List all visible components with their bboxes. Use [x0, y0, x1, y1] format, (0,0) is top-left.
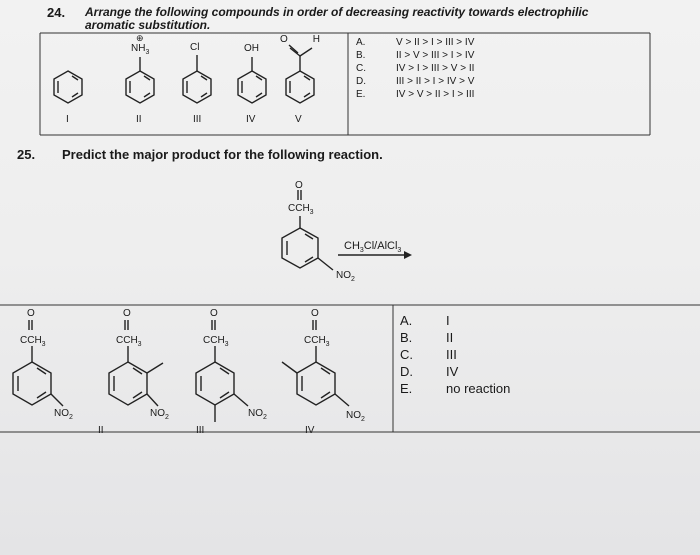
- option-letter: A.: [400, 313, 413, 328]
- product-IV-drawing: [282, 320, 349, 406]
- product-I-drawing: [13, 320, 63, 406]
- q25-starting-material: [282, 190, 333, 270]
- sm-carbonyl-oxygen: O: [295, 180, 303, 191]
- q24-question-line2: aromatic substitution.: [85, 18, 211, 32]
- q24-option-d[interactable]: [356, 76, 475, 88]
- product-II-drawing: [109, 320, 163, 406]
- option-letter: C.: [400, 347, 413, 362]
- product-I-acetyl: $CCH_3$: [20, 335, 46, 348]
- product-III-acetyl: $CCH_3$: [203, 335, 229, 348]
- option-text: III > II > I > IV > V: [396, 76, 475, 87]
- product-II-nitro: $NO_2$: [150, 408, 169, 421]
- option-letter: E.: [400, 381, 413, 396]
- q24-substituent-cl: Cl: [190, 42, 200, 53]
- product-II-oxygen: O: [123, 308, 131, 319]
- product-label-III: III: [196, 425, 205, 436]
- q24-label-IV: IV: [246, 114, 256, 125]
- product-I-nitro: $NO_2$: [54, 408, 73, 421]
- q24-compound-II: [126, 57, 154, 103]
- option-text: no reaction: [446, 381, 511, 396]
- option-letter: C.: [356, 63, 366, 74]
- q24-compound-V: [286, 45, 314, 103]
- q25-option-a[interactable]: [400, 313, 450, 329]
- q24-option-c[interactable]: [356, 63, 475, 75]
- q24-option-e[interactable]: [356, 89, 475, 101]
- q25-option-c[interactable]: [400, 347, 457, 363]
- q24-label-III: III: [193, 114, 202, 125]
- option-letter: E.: [356, 89, 366, 100]
- q24-option-a[interactable]: [356, 37, 475, 49]
- option-text: III: [446, 347, 457, 362]
- q24-positive-charge: ⊕: [136, 33, 144, 43]
- q24-option-b[interactable]: [356, 50, 475, 62]
- q24-substituent-nh3: $NH_3$: [131, 43, 150, 56]
- q24-compound-IV: [238, 57, 266, 103]
- product-label-IV: IV: [305, 425, 315, 436]
- q24-label-II: II: [136, 114, 142, 125]
- q24-substituent-cho: O H: [280, 34, 321, 45]
- q25-option-e[interactable]: [400, 381, 511, 397]
- sm-nitro-label: $NO_2$: [336, 270, 355, 283]
- option-text: II > V > III > I > IV: [396, 50, 475, 61]
- option-text: II: [446, 330, 454, 345]
- product-III-nitro: $NO_2$: [248, 408, 267, 421]
- option-text: V > II > I > III > IV: [396, 37, 475, 48]
- sm-acetyl-label: $CCH_3$: [288, 203, 314, 216]
- q25-question-text: Predict the major product for the following reaction.: [62, 147, 383, 162]
- q24-question-line1: Arrange the following compounds in order of decreasing reactivity towards electrophilic: [85, 5, 589, 19]
- q24-number: 24.: [47, 5, 66, 20]
- q24-substituent-oh: OH: [244, 43, 259, 54]
- option-letter: B.: [400, 330, 413, 345]
- q24-compound-I: [54, 71, 82, 103]
- q25-option-b[interactable]: [400, 330, 454, 346]
- option-letter: A.: [356, 37, 366, 48]
- product-II-acetyl: $CCH_3$: [116, 335, 142, 348]
- option-letter: B.: [356, 50, 366, 61]
- product-I-oxygen: O: [27, 308, 35, 319]
- product-III-oxygen: O: [210, 308, 218, 319]
- q24-compound-III: [183, 55, 211, 103]
- product-IV-acetyl: $CCH_3$: [304, 335, 330, 348]
- product-IV-nitro: $NO_2$: [346, 410, 365, 423]
- option-text: IV: [446, 364, 459, 379]
- q24-label-I: I: [66, 114, 69, 125]
- option-letter: D.: [356, 76, 366, 87]
- product-label-II: II: [98, 425, 104, 436]
- option-letter: D.: [400, 364, 413, 379]
- product-IV-oxygen: O: [311, 308, 319, 319]
- reaction-reagent: $CH_3Cl/AlCl_3$: [344, 240, 402, 255]
- q25-option-d[interactable]: [400, 364, 459, 380]
- q24-label-V: V: [295, 114, 302, 125]
- option-text: I: [446, 313, 450, 328]
- option-text: IV > I > III > V > II: [396, 63, 475, 74]
- option-text: IV > V > II > I > III: [396, 89, 475, 100]
- q25-number: 25.: [17, 147, 36, 162]
